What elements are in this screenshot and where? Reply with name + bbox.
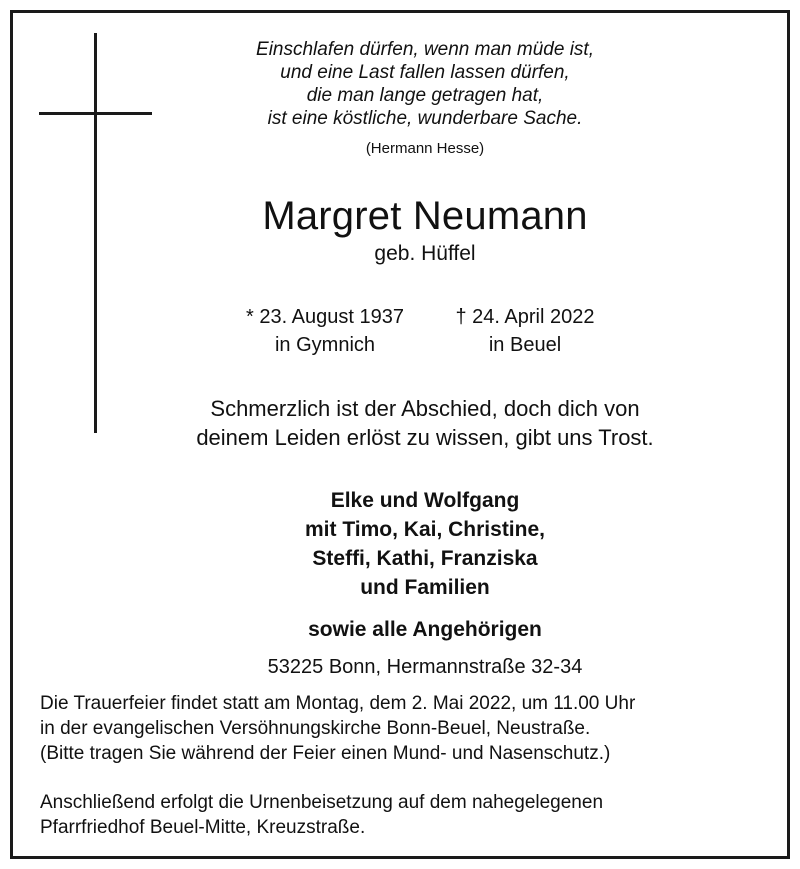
burial-line: Anschließend erfolgt die Urnenbeisetzung auf dem nahegelegenen (40, 792, 604, 813)
condolence-text (130, 394, 720, 452)
ceremony-line: Die Trauerfeier findet statt am Montag, dem 2. Mai 2022, um 11.00 Uhr (40, 693, 636, 714)
burial-info (40, 790, 770, 840)
quote-line: die man lange getragen hat, (306, 85, 544, 106)
life-dates (230, 303, 620, 363)
deceased-name: Margret Neumann (262, 194, 588, 238)
ceremony-line: in der evangelischen Versöhnungskirche Bonn-Beuel, Neustraße. (40, 718, 591, 739)
death-date: † 24. April 2022 (455, 306, 595, 328)
quote-line: und eine Last fallen lassen dürfen, (280, 62, 570, 83)
ceremony-info (40, 691, 770, 766)
ceremony-line: (Bitte tragen Sie während der Feier einen Mund- und Nasenschutz.) (40, 743, 611, 764)
birth-date: * 23. August 1937 (246, 306, 404, 328)
mourners-family (130, 486, 720, 602)
family-line: Steffi, Kathi, Franziska (312, 547, 538, 570)
family-line: mit Timo, Kai, Christine, (305, 518, 545, 541)
condolence-line: Schmerzlich ist der Abschied, doch dich von (210, 396, 640, 421)
birth-place: in Gymnich (274, 334, 376, 356)
death-place: in Beuel (488, 334, 562, 356)
quote (130, 38, 720, 130)
cross-vertical-bar (94, 33, 97, 433)
quote-line: ist eine köstliche, wunderbare Sache. (267, 108, 583, 129)
quote-line: Einschlafen dürfen, wenn man müde ist, (256, 39, 594, 60)
condolence-line: deinem Leiden erlöst zu wissen, gibt uns Trost. (196, 425, 654, 450)
mourners-address: 53225 Bonn, Hermannstraße 32-34 (267, 656, 583, 678)
birth-block (230, 303, 420, 359)
mourners-relatives: sowie alle Angehörigen (308, 618, 542, 641)
death-block (435, 303, 615, 359)
burial-line: Pfarrfriedhof Beuel-Mitte, Kreuzstraße. (40, 817, 366, 838)
family-line: und Familien (360, 576, 490, 599)
family-line: Elke und Wolfgang (330, 489, 520, 512)
quote-author: (Hermann Hesse) (365, 140, 485, 157)
maiden-name: geb. Hüffel (374, 242, 476, 265)
